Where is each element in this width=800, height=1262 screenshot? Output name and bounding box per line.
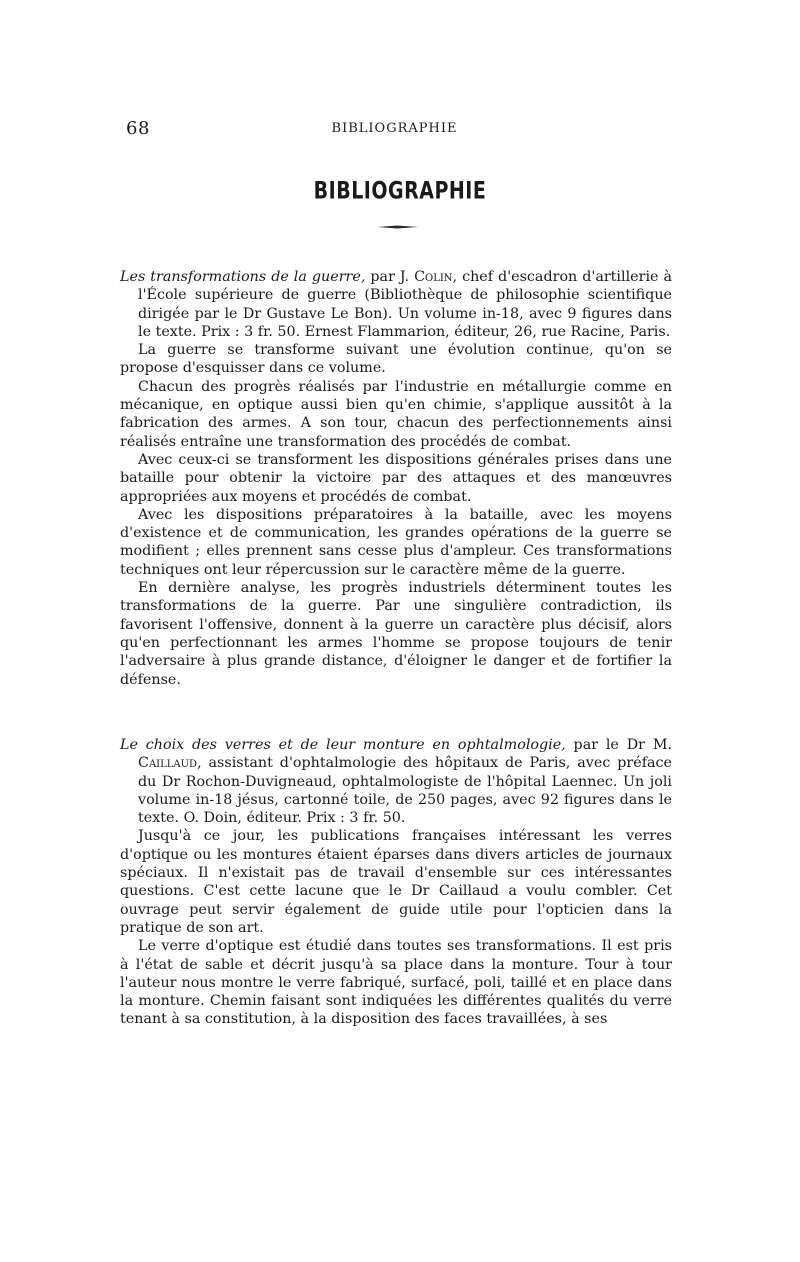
ornament-divider [377,224,419,230]
reference-by: par J. [365,269,415,285]
bibliography-entry [120,268,672,689]
bibliography-entry [120,736,672,1029]
book-title: Les transformations de la guerre, [120,269,366,285]
review-paragraph: En dernière analyse, les progrès industriels déterminent toutes les transformations de la guerre. Par une singulière contradiction, ils favorisent l'offensive, donnent à la guerre un caractère plus décisif, alors qu'en perfectionnant les armes l'homme se propose toujours de tenir l'adversaire à plus grande distance, d'éloigner le danger et de fortifier la défense. [120,580,672,688]
ornament-icon [377,224,419,230]
entry-reference [120,268,672,341]
review-paragraph: La guerre se transforme suivant une évolution continue, qu'on se propose d'esquisser dans ce volume. [120,342,672,377]
book-title: Le choix des verres et de leur monture en ophtalmologie, [120,737,566,753]
author-name: Colin [414,269,453,285]
running-head [117,118,672,140]
review-paragraph: Jusqu'à ce jour, les publications françaises intéressant les verres d'optique ou les montures étaient éparses dans divers articles de journaux spéciaux. Il n'existait pas de travail d'ensemble sur ces intéressantes questions. C'est cette lacune que le Dr Caillaud a voulu combler. Cet ouvrage peut servir également de guide utile pour l'opticien dans la pratique de son art. [120,828,672,936]
review-paragraph: Avec les dispositions préparatoires à la bataille, avec les moyens d'existence et de communication, les grandes opérations de la guerre se modifient ; elles prennent sans cesse plus d'ampleur. Ces transformations techniques ont leur répercussion sur le caractère même de la guerre. [120,506,672,578]
reference-details: , chef d'escadron d'artillerie à l'École supérieure de guerre (Bibliothèque de philosophie scientifique dirigée par le Dr Gustave Le Bon). Un volume in-18, avec 9 figures dans le texte. Prix : 3 fr. 50. Ernest Flammarion, éditeur, 26, rue Racine, Paris. [138,269,672,340]
page-number: 68 [126,118,150,139]
review-paragraph: Avec ceux-ci se transforment les dispositions générales prises dans une bataille pour obtenir la victoire par des attaques et des manœuvres appropriées aux moyens et procédés de combat. [120,451,672,505]
reference-details: , assistant d'ophtalmologie des hôpitaux de Paris, avec préface du Dr Rochon-Duvigneaud, ophtalmologiste de l'hôpital Laennec. Un joli volume in-18 jésus, cartonné toile, de 250 pages, avec 92 figures dans le texte. O. Doin, éditeur. Prix : 3 fr. 50. [138,755,672,827]
review-paragraph: Chacun des progrès réalisés par l'industrie en métallurgie comme en mécanique, en optique aussi bien qu'en chimie, s'applique aussitôt à la fabrication des armes. A son tour, chacun des perfectionnements ainsi réalisés entraîne une transformation des procédés de combat. [120,378,672,450]
section-title: BIBLIOGRAPHIE [313,177,487,205]
reference-by: par le Dr M. [565,737,672,753]
running-title: BIBLIOGRAPHIE [331,121,458,136]
entry-reference [120,736,672,827]
author-name: Caillaud [138,755,198,772]
review-paragraph: Le verre d'optique est étudié dans toutes ses transformations. Il est pris à l'état de sable et décrit jusqu'à sa place dans la monture. Tour à tour l'auteur nous montre le verre fabriqué, surfacé, poli, taillé et en place dans la monture. Chemin faisant sont indiquées les différentes qualités du verre tenant à sa constitution, à la disposition des faces travaillées, à ses [120,938,672,1028]
